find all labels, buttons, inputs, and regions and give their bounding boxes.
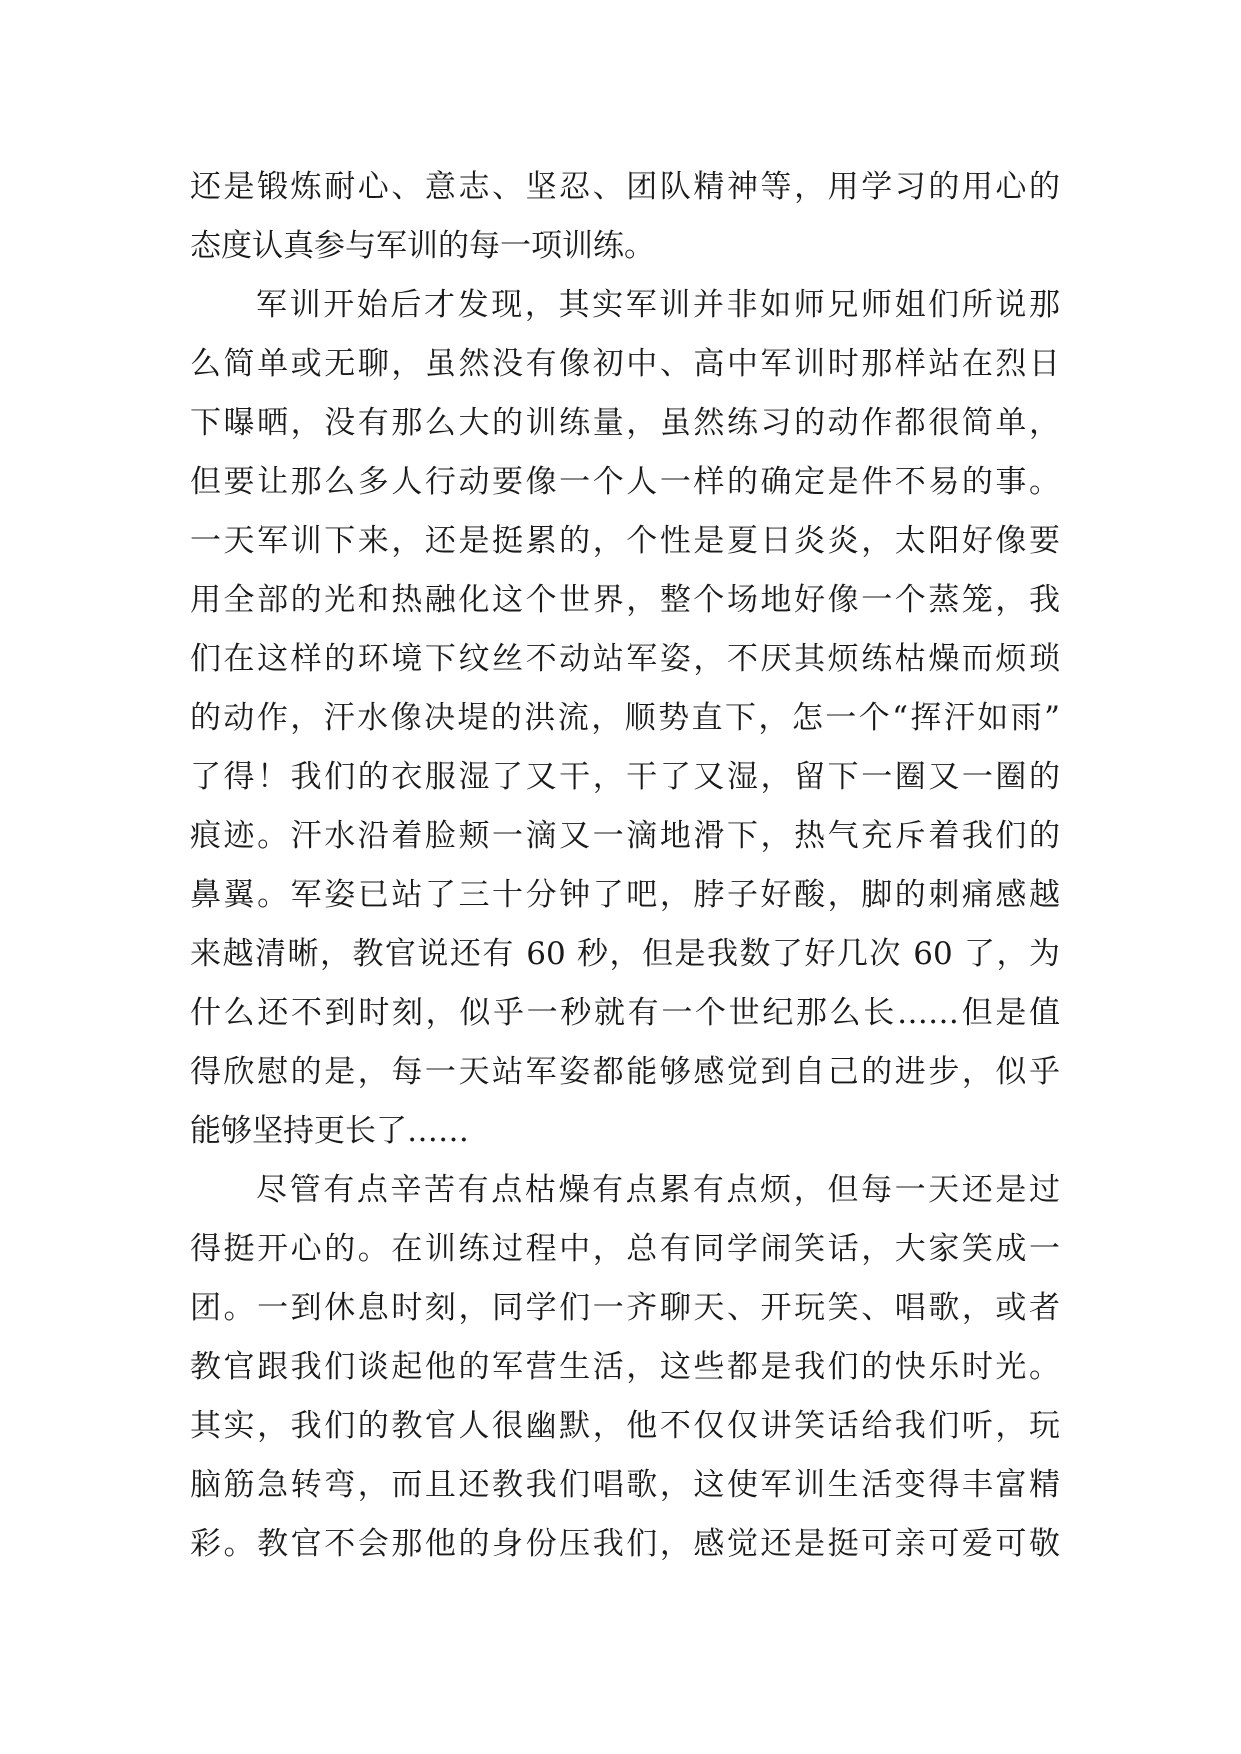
text-line: 得欣慰的是，每一天站军姿都能够感觉到自己的进步，似乎 [190,1054,1060,1090]
text-line: 其实，我们的教官人很幽默，他不仅仅讲笑话给我们听，玩 [190,1408,1060,1444]
text-line: 的动作，汗水像决堤的洪流，顺势直下，怎一个“挥汗如雨” [190,700,1060,736]
text-line: 什么还不到时刻，似乎一秒就有一个世纪那么长……但是值 [190,995,1060,1031]
text-line: 痕迹。汗水沿着脸颊一滴又一滴地滑下，热气充斥着我们的 [190,818,1060,854]
body-text [190,158,1060,1574]
text-line: 脑筋急转弯，而且还教我们唱歌，这使军训生活变得丰富精 [190,1467,1060,1503]
text-line: 团。一到休息时刻，同学们一齐聊天、开玩笑、唱歌，或者 [190,1290,1060,1326]
text-line: 鼻翼。军姿已站了三十分钟了吧，脖子好酸，脚的刺痛感越 [190,877,1060,913]
text-line: 态度认真参与军训的每一项训练。 [190,228,655,264]
text-line: 还是锻炼耐心、意志、坚忍、团队精神等，用学习的用心的 [190,169,1060,205]
text-line: 么简单或无聊，虽然没有像初中、高中军训时那样站在烈日 [190,346,1060,382]
text-line: 尽管有点辛苦有点枯燥有点累有点烦，但每一天还是过 [256,1172,1060,1208]
text-line: 教官跟我们谈起他的军营生活，这些都是我们的快乐时光。 [190,1349,1060,1385]
text-line: 来越清晰，教官说还有 60 秒，但是我数了好几次 60 了，为 [190,936,1060,972]
text-line: 彩。教官不会那他的身份压我们，感觉还是挺可亲可爱可敬 [190,1526,1060,1562]
text-line: 了得！我们的衣服湿了又干，干了又湿，留下一圈又一圈的 [190,759,1060,795]
text-line: 下曝晒，没有那么大的训练量，虽然练习的动作都很简单， [190,405,1060,441]
text-line: 们在这样的环境下纹丝不动站军姿，不厌其烦练枯燥而烦琐 [190,641,1060,677]
text-line: 得挺开心的。在训练过程中，总有同学闹笑话，大家笑成一 [190,1231,1060,1267]
text-line: 但要让那么多人行动要像一个人一样的确定是件不易的事。 [190,464,1060,500]
text-line: 军训开始后才发现，其实军训并非如师兄师姐们所说那 [256,287,1060,323]
text-line: 用全部的光和热融化这个世界，整个场地好像一个蒸笼，我 [190,582,1060,618]
text-line: 一天军训下来，还是挺累的，个性是夏日炎炎，太阳好像要 [190,523,1060,559]
text-line: 能够坚持更长了…… [190,1113,469,1149]
